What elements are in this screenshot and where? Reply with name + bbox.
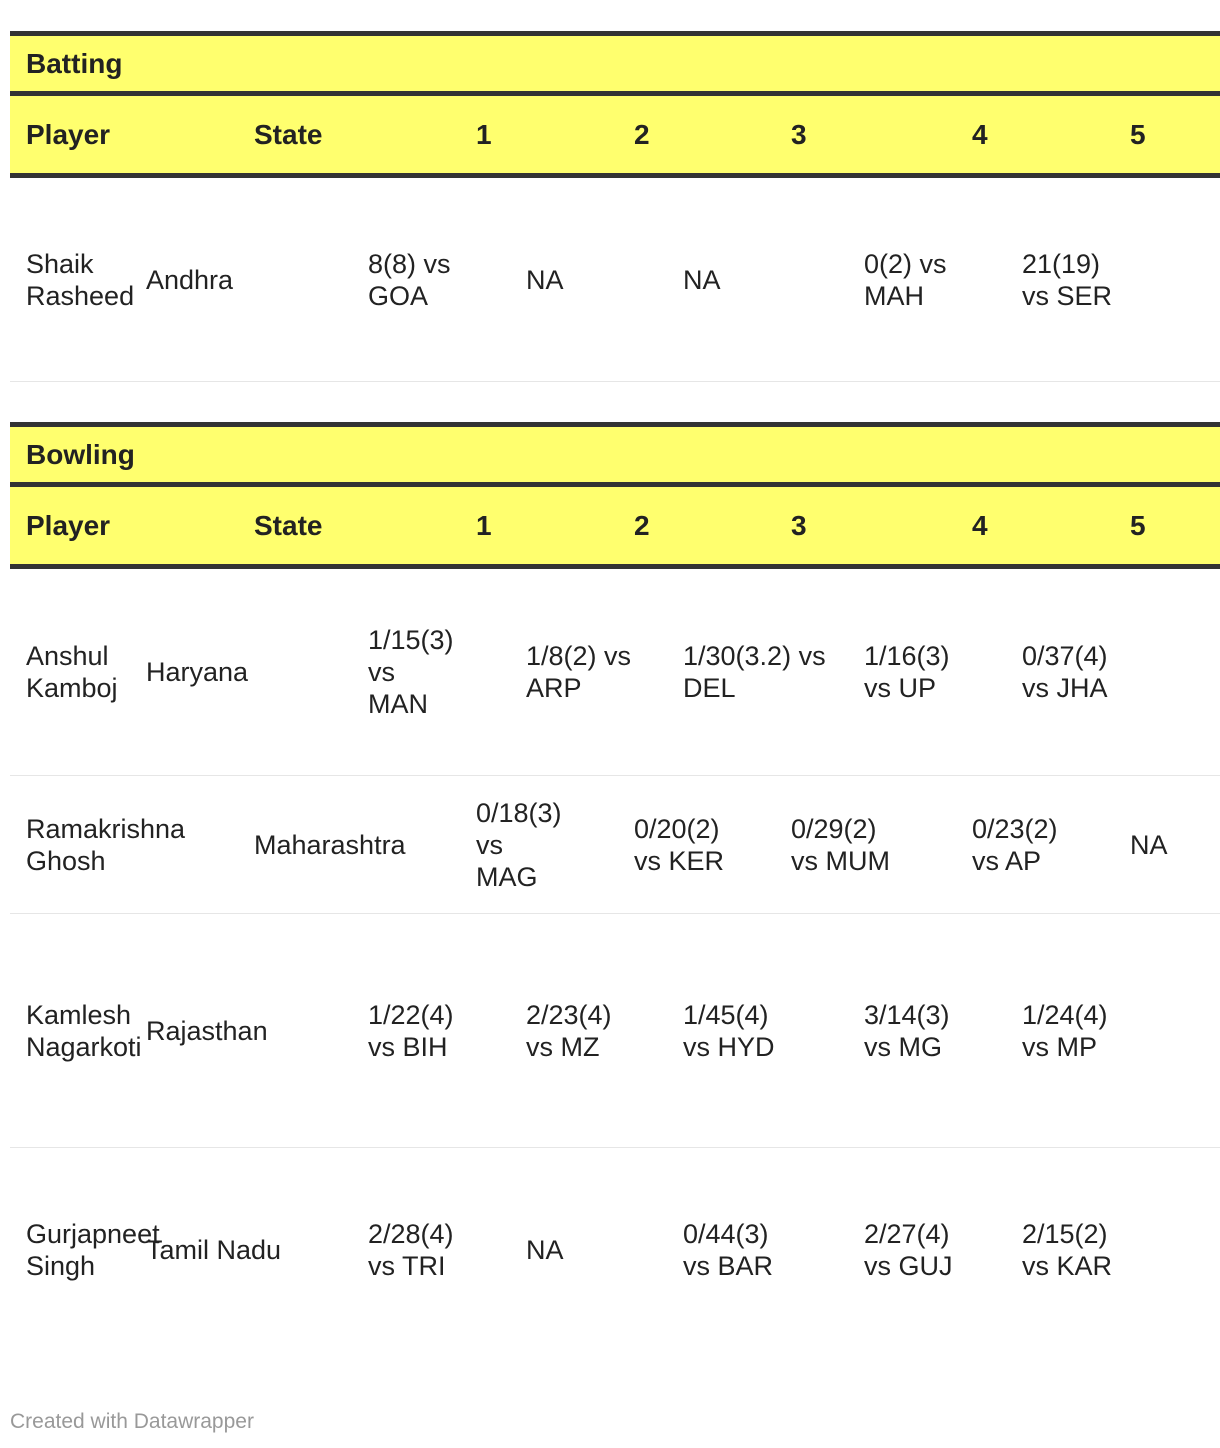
header-match-4: 4 (972, 118, 988, 150)
tables-container (10, 31, 1220, 1352)
player-state: Maharashtra (254, 829, 406, 860)
match-2-cell: 1/8(2) vs ARP (526, 641, 632, 703)
header-state: State (254, 118, 323, 150)
match-4-cell: 3/14(3) vs MG (864, 999, 950, 1062)
match-5-cell: 0/37(4) vs JHA (1022, 641, 1108, 703)
match-5-cell: NA (1130, 829, 1168, 860)
match-5-cell: 1/24(4) vs MP (1022, 999, 1108, 1062)
player-state: Tamil Nadu (146, 1235, 282, 1265)
header-match-4: 4 (972, 509, 988, 541)
header-match-2: 2 (634, 118, 650, 150)
batting-table (10, 31, 1220, 382)
table-row (10, 776, 1220, 914)
batting-title: Batting (10, 31, 1220, 96)
header-match-2: 2 (634, 509, 650, 541)
match-1-cell: 2/28(4) vs TRI (368, 1219, 454, 1281)
table-row (10, 569, 1220, 776)
header-player: Player (26, 118, 111, 150)
match-4-cell: 1/16(3) vs UP (864, 641, 950, 703)
match-2-cell: 2/23(4) vs MZ (526, 999, 612, 1062)
table-row (10, 914, 1220, 1148)
match-4-cell: 0(2) vs MAH (864, 248, 947, 311)
match-5-cell: 2/15(2) vs KAR (1022, 1219, 1113, 1281)
header-match-1: 1 (476, 509, 492, 541)
header-player: Player (26, 509, 111, 541)
match-1-cell: 0/18(3) vs MAG (476, 797, 562, 892)
match-3-cell: 0/29(2) vs MUM (791, 813, 890, 876)
match-1-cell: 1/22(4) vs BIH (368, 999, 454, 1062)
player-state: Haryana (146, 657, 249, 687)
match-2-cell: NA (526, 264, 564, 295)
header-match-5: 5 (1130, 509, 1146, 541)
match-3-cell: 1/30(3.2) vs DEL (683, 641, 826, 703)
match-2-cell: NA (526, 1235, 564, 1265)
player-state: Andhra (146, 264, 234, 295)
bowling-table (10, 422, 1220, 1352)
match-1-cell: 1/15(3) vs MAN (368, 625, 454, 719)
player-name: Anshul Kamboj (26, 641, 118, 703)
bowling-title: Bowling (10, 422, 1220, 487)
header-match-5: 5 (1130, 118, 1146, 150)
player-name: Shaik Rasheed (26, 248, 135, 311)
match-4-cell: 2/27(4) vs GUJ (864, 1219, 953, 1281)
table-row (10, 178, 1220, 382)
table-row (10, 1148, 1220, 1352)
player-state: Rajasthan (146, 1015, 268, 1046)
match-1-cell: 8(8) vs GOA (368, 248, 451, 311)
player-name: Kamlesh Nagarkoti (26, 999, 142, 1062)
player-name: Gurjapneet Singh (26, 1219, 160, 1281)
header-match-3: 3 (791, 509, 807, 541)
datawrapper-credit[interactable]: Created with Datawrapper (10, 1410, 254, 1433)
bowling-header-row (10, 487, 1220, 569)
header-match-1: 1 (476, 118, 492, 150)
header-match-3: 3 (791, 118, 807, 150)
header-state: State (254, 509, 323, 541)
batting-header-row (10, 96, 1220, 178)
player-name: Ramakrishna Ghosh (26, 813, 186, 876)
match-3-cell: 1/45(4) vs HYD (683, 999, 775, 1062)
match-2-cell: 0/20(2) vs KER (634, 813, 725, 876)
match-3-cell: NA (683, 264, 721, 295)
match-3-cell: 0/44(3) vs BAR (683, 1219, 774, 1281)
match-5-cell: 21(19) vs SER (1022, 248, 1113, 311)
match-4-cell: 0/23(2) vs AP (972, 813, 1058, 876)
